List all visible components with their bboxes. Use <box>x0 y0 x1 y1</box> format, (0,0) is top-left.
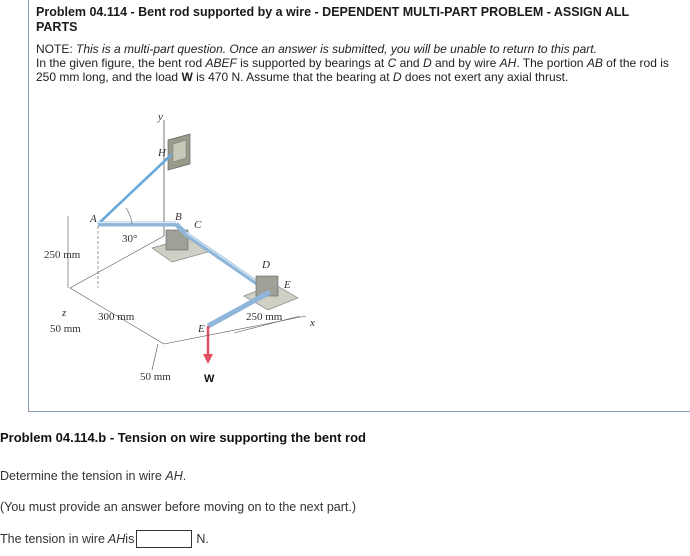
dim-line-50-bottom <box>152 344 158 370</box>
statement-text: and <box>396 56 423 70</box>
statement-text: and by wire <box>431 56 500 70</box>
bent-rod-figure <box>40 108 340 398</box>
statement-c: C <box>387 56 397 70</box>
problem-title: Problem 04.114 - Bent rod supported by a wire - DEPENDENT MULTI-PART PROBLEM - ASSIGN ALL PARTS <box>36 5 629 34</box>
load-arrowhead <box>203 354 213 364</box>
statement-text: of the rod is 250 mm long, and the load <box>36 56 669 84</box>
label-angle: 30° <box>122 233 138 245</box>
z-axis <box>70 236 164 288</box>
problem-statement <box>36 42 676 84</box>
bent-rod-diagram <box>40 108 340 398</box>
bracket-face <box>173 140 186 162</box>
label-e-right: E <box>284 279 291 291</box>
statement-text: is 470 N. Assume that the bearing at <box>192 70 393 84</box>
label-300: 300 mm <box>98 311 135 323</box>
instruction-note: (You must provide an answer before moving on to the next part.) <box>0 500 356 514</box>
answer-is: is <box>125 532 135 546</box>
label-w: W <box>204 373 215 385</box>
statement-text: In the given figure, the bent rod <box>36 56 206 70</box>
instruction-ah: AH <box>165 469 183 483</box>
note-text: This is a multi-part question. Once an answer is submitted, you will be unable to return to this part. <box>76 42 597 56</box>
label-b: B <box>175 211 182 223</box>
label-250-right: 250 mm <box>246 311 283 323</box>
instruction-text: Determine the tension in wire <box>0 469 166 483</box>
answer-ah: AH <box>107 532 126 546</box>
statement-rod: ABEF <box>205 56 237 70</box>
label-50-bottom: 50 mm <box>140 371 171 383</box>
statement-text: is supported by bearings at <box>236 56 388 70</box>
label-z: z <box>62 307 67 319</box>
label-h: H <box>158 147 166 159</box>
statement-d: D <box>422 56 432 70</box>
label-a: A <box>90 213 97 225</box>
statement-w: W <box>181 70 193 84</box>
note-label: NOTE: <box>36 42 77 56</box>
label-c: C <box>194 219 202 231</box>
statement-text: . The portion <box>516 56 587 70</box>
label-d: D <box>262 259 270 271</box>
statement-ab: AB <box>586 56 603 70</box>
statement-ah: AH <box>499 56 517 70</box>
tension-answer-input[interactable] <box>136 530 192 548</box>
statement-d2: D <box>392 70 402 84</box>
part-title: Problem 04.114.b - Tension on wire supporting the bent rod <box>0 430 366 445</box>
label-250-left: 250 mm <box>44 249 81 261</box>
answer-prefix: The tension in wire <box>0 532 105 546</box>
label-x: x <box>310 317 315 329</box>
statement-text: does not exert any axial thrust. <box>401 70 569 84</box>
instruction-line <box>0 469 186 483</box>
label-y: y <box>158 111 163 123</box>
wire-ah <box>98 154 172 224</box>
answer-unit: N. <box>196 532 209 546</box>
instruction-end: . <box>182 469 187 483</box>
label-50-left: 50 mm <box>50 323 81 335</box>
label-e-bottom: E <box>198 323 205 335</box>
answer-row <box>0 530 209 548</box>
